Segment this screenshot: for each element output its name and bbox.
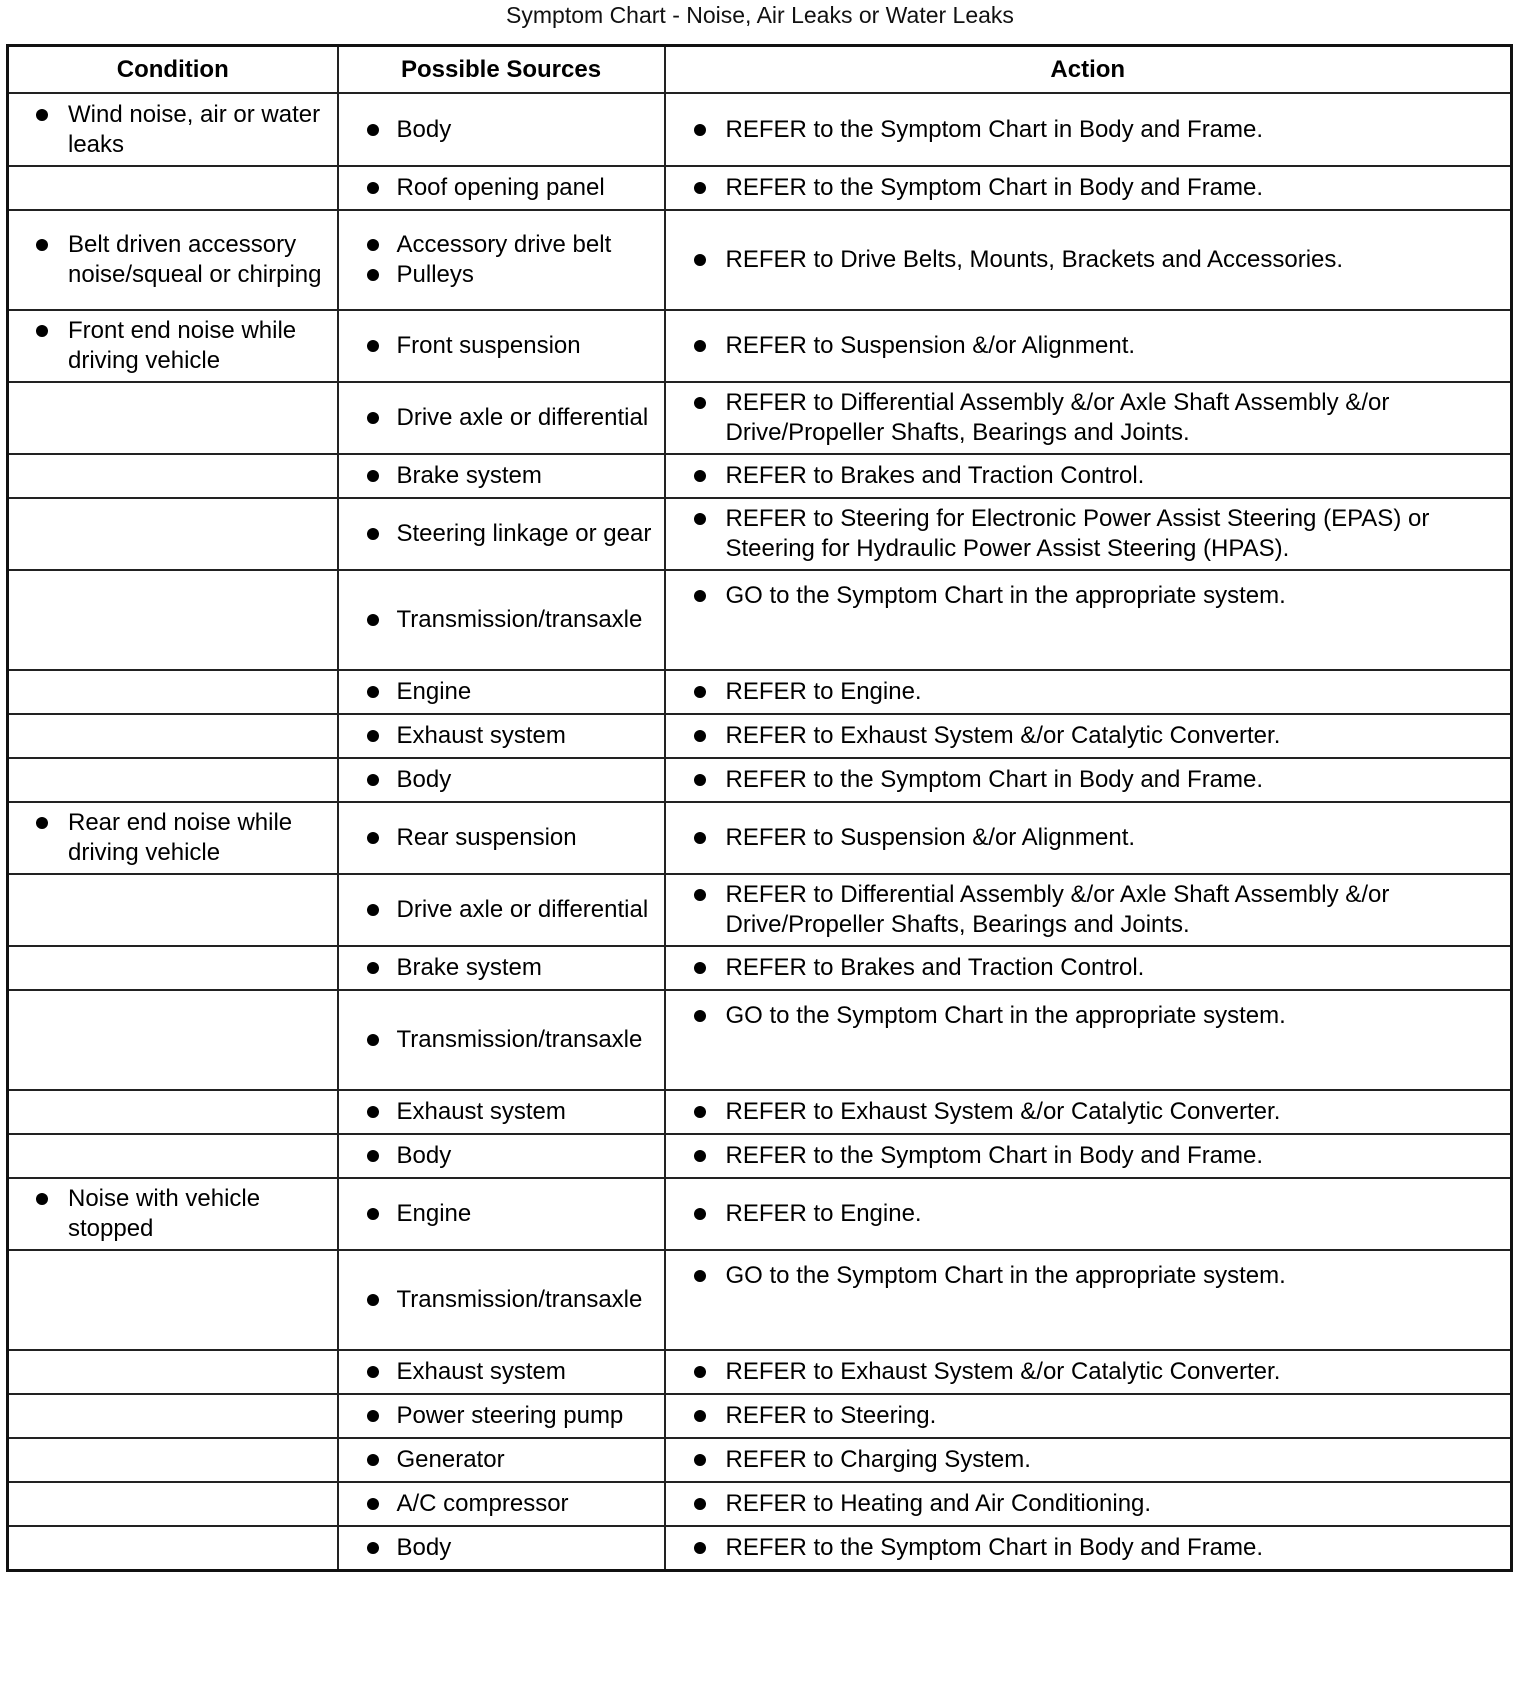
action-cell <box>665 210 1512 310</box>
bullet-icon <box>694 397 706 409</box>
table-row <box>8 1482 1512 1526</box>
table-row <box>8 946 1512 990</box>
source-text: Transmission/transaxle <box>396 1286 643 1313</box>
bullet-icon <box>367 614 379 626</box>
source-text: Body <box>396 766 452 793</box>
action-cell <box>665 570 1512 670</box>
table-row <box>8 1250 1512 1350</box>
bullet-icon <box>36 817 48 829</box>
action-cell <box>665 1090 1512 1134</box>
action-cell <box>665 1526 1512 1570</box>
action-text: REFER to Exhaust System &/or Catalytic Converter. <box>725 1098 1281 1125</box>
condition-cell <box>8 1394 338 1438</box>
table-row <box>8 1438 1512 1482</box>
action-cell <box>665 1438 1512 1482</box>
bullet-icon <box>367 470 379 482</box>
bullet-icon <box>367 1208 379 1220</box>
source-text: Exhaust system <box>396 1098 566 1125</box>
condition-cell <box>8 1350 338 1394</box>
condition-cell <box>8 310 338 382</box>
action-text: REFER to Engine. <box>725 1200 922 1227</box>
action-cell <box>665 1134 1512 1178</box>
action-text: REFER to Brakes and Traction Control. <box>725 954 1145 981</box>
bullet-icon <box>367 962 379 974</box>
table-row <box>8 1090 1512 1134</box>
bullet-icon <box>367 686 379 698</box>
page-title: Symptom Chart - Noise, Air Leaks or Water Leaks <box>506 2 1014 28</box>
bullet-icon <box>694 1366 706 1378</box>
source-text: Exhaust system <box>396 722 566 749</box>
condition-cell <box>8 570 338 670</box>
action-text: REFER to Differential Assembly &/or Axle Shaft Assembly &/or Drive/Propeller Shafts, Bearings and Joints. <box>725 881 1390 938</box>
symptom-chart-table <box>6 44 1513 1572</box>
bullet-icon <box>367 269 379 281</box>
table-row <box>8 802 1512 874</box>
bullet-icon <box>36 239 48 251</box>
action-cell <box>665 382 1512 454</box>
action-cell <box>665 498 1512 570</box>
source-text: Steering linkage or gear <box>396 520 652 547</box>
condition-text: Wind noise, air or water leaks <box>68 100 321 158</box>
action-text: REFER to Exhaust System &/or Catalytic Converter. <box>725 1358 1281 1385</box>
action-text: REFER to Brakes and Traction Control. <box>725 462 1145 489</box>
action-cell <box>665 310 1512 382</box>
table-row <box>8 670 1512 714</box>
table-row <box>8 93 1512 166</box>
bullet-icon <box>694 774 706 786</box>
possible-sources-cell <box>338 382 665 454</box>
table-row <box>8 1526 1512 1570</box>
header-action: Action <box>665 46 1512 94</box>
condition-cell <box>8 1178 338 1250</box>
bullet-icon <box>367 1150 379 1162</box>
action-text: REFER to the Symptom Chart in Body and Frame. <box>725 766 1264 793</box>
condition-text: Belt driven accessory noise/squeal or chirping <box>68 231 322 288</box>
source-text: Transmission/transaxle <box>396 606 643 633</box>
bullet-icon <box>367 1454 379 1466</box>
bullet-icon <box>694 1208 706 1220</box>
source-text: Engine <box>396 1200 472 1227</box>
bullet-icon <box>694 1454 706 1466</box>
table-row <box>8 454 1512 498</box>
condition-cell <box>8 990 338 1090</box>
action-cell <box>665 93 1512 166</box>
possible-sources-cell <box>338 166 665 210</box>
table-row <box>8 382 1512 454</box>
action-text: GO to the Symptom Chart in the appropriate system. <box>725 1002 1286 1029</box>
action-cell <box>665 166 1512 210</box>
condition-cell <box>8 1482 338 1526</box>
action-text: REFER to Suspension &/or Alignment. <box>725 332 1136 359</box>
action-text: REFER to Drive Belts, Mounts, Brackets and Accessories. <box>725 246 1344 273</box>
condition-text: Front end noise while driving vehicle <box>68 317 297 374</box>
bullet-icon <box>694 1270 706 1282</box>
bullet-icon <box>36 109 48 121</box>
bullet-icon <box>367 730 379 742</box>
action-text: REFER to Exhaust System &/or Catalytic Converter. <box>725 722 1281 749</box>
bullet-icon <box>367 1034 379 1046</box>
header-condition: Condition <box>8 46 338 94</box>
bullet-icon <box>367 774 379 786</box>
possible-sources-cell <box>338 1178 665 1250</box>
action-cell <box>665 1350 1512 1394</box>
possible-sources-cell <box>338 714 665 758</box>
bullet-icon <box>367 1106 379 1118</box>
source-text: Rear suspension <box>396 824 577 851</box>
possible-sources-cell <box>338 1090 665 1134</box>
bullet-icon <box>694 832 706 844</box>
action-text: GO to the Symptom Chart in the appropriate system. <box>725 582 1286 609</box>
action-text: REFER to the Symptom Chart in Body and Frame. <box>725 174 1264 201</box>
bullet-icon <box>367 904 379 916</box>
action-text: REFER to Differential Assembly &/or Axle Shaft Assembly &/or Drive/Propeller Shafts, Bearings and Joints. <box>725 389 1390 446</box>
bullet-icon <box>694 590 706 602</box>
bullet-icon <box>36 1193 48 1205</box>
source-text: Body <box>396 115 452 143</box>
table-row <box>8 990 1512 1090</box>
condition-text: Rear end noise while driving vehicle <box>68 809 293 866</box>
bullet-icon <box>694 1498 706 1510</box>
condition-cell <box>8 874 338 946</box>
possible-sources-cell <box>338 874 665 946</box>
source-text: Exhaust system <box>396 1358 566 1385</box>
condition-cell <box>8 93 338 166</box>
possible-sources-cell <box>338 1250 665 1350</box>
table-row <box>8 758 1512 802</box>
action-cell <box>665 1250 1512 1350</box>
source-text: Engine <box>396 678 472 705</box>
bullet-icon <box>367 832 379 844</box>
action-text: REFER to the Symptom Chart in Body and Frame. <box>725 1142 1264 1169</box>
bullet-icon <box>694 1010 706 1022</box>
source-text: Brake system <box>396 954 542 981</box>
source-text: Pulleys <box>396 261 474 288</box>
possible-sources-cell <box>338 310 665 382</box>
table-row <box>8 874 1512 946</box>
possible-sources-cell <box>338 1394 665 1438</box>
action-text: REFER to Steering for Electronic Power Assist Steering (EPAS) or Steering for Hydraulic Power Assist Steering (HPAS). <box>725 505 1430 562</box>
action-cell <box>665 946 1512 990</box>
source-text: Accessory drive belt <box>396 231 612 258</box>
bullet-icon <box>694 730 706 742</box>
condition-cell <box>8 1526 338 1570</box>
source-text: A/C compressor <box>396 1490 569 1517</box>
possible-sources-cell <box>338 670 665 714</box>
table-row <box>8 714 1512 758</box>
action-cell <box>665 1482 1512 1526</box>
condition-cell <box>8 210 338 310</box>
source-text: Power steering pump <box>396 1402 624 1429</box>
condition-cell <box>8 1250 338 1350</box>
table-row <box>8 166 1512 210</box>
possible-sources-cell <box>338 570 665 670</box>
header-row <box>8 46 1512 94</box>
source-text: Body <box>396 1142 452 1169</box>
condition-text: Noise with vehicle stopped <box>68 1185 261 1242</box>
condition-cell <box>8 454 338 498</box>
bullet-icon <box>367 1542 379 1554</box>
action-cell <box>665 454 1512 498</box>
action-text: REFER to Engine. <box>725 678 922 705</box>
bullet-icon <box>367 1410 379 1422</box>
possible-sources-cell <box>338 946 665 990</box>
condition-cell <box>8 946 338 990</box>
table-body <box>8 93 1512 1570</box>
bullet-icon <box>694 254 706 266</box>
condition-cell <box>8 382 338 454</box>
possible-sources-cell <box>338 498 665 570</box>
table-row <box>8 210 1512 310</box>
source-text: Drive axle or differential <box>396 896 649 923</box>
source-text: Generator <box>396 1446 505 1473</box>
bullet-icon <box>367 1294 379 1306</box>
source-text: Front suspension <box>396 332 581 359</box>
source-text: Body <box>396 1533 452 1561</box>
possible-sources-cell <box>338 1526 665 1570</box>
bullet-icon <box>694 686 706 698</box>
table-row <box>8 310 1512 382</box>
bullet-icon <box>367 1498 379 1510</box>
action-text: REFER to Heating and Air Conditioning. <box>725 1490 1152 1517</box>
bullet-icon <box>367 182 379 194</box>
condition-cell <box>8 670 338 714</box>
action-cell <box>665 1178 1512 1250</box>
table-row <box>8 1350 1512 1394</box>
condition-cell <box>8 802 338 874</box>
action-cell <box>665 714 1512 758</box>
action-cell <box>665 758 1512 802</box>
condition-cell <box>8 758 338 802</box>
possible-sources-cell <box>338 93 665 166</box>
header-possible-sources: Possible Sources <box>338 46 665 94</box>
condition-cell <box>8 498 338 570</box>
condition-cell <box>8 714 338 758</box>
bullet-icon <box>367 124 379 136</box>
action-text: REFER to the Symptom Chart in Body and Frame. <box>725 1533 1264 1561</box>
bullet-icon <box>694 1410 706 1422</box>
source-text: Roof opening panel <box>396 174 605 201</box>
action-cell <box>665 990 1512 1090</box>
bullet-icon <box>367 412 379 424</box>
possible-sources-cell <box>338 1438 665 1482</box>
condition-cell <box>8 166 338 210</box>
bullet-icon <box>694 124 706 136</box>
possible-sources-cell <box>338 454 665 498</box>
source-text: Brake system <box>396 462 542 489</box>
possible-sources-cell <box>338 1134 665 1178</box>
bullet-icon <box>694 1150 706 1162</box>
action-cell <box>665 670 1512 714</box>
possible-sources-cell <box>338 1482 665 1526</box>
action-text: REFER to Charging System. <box>725 1446 1031 1473</box>
action-text: REFER to Suspension &/or Alignment. <box>725 824 1136 851</box>
table-row <box>8 1178 1512 1250</box>
bullet-icon <box>694 340 706 352</box>
bullet-icon <box>367 528 379 540</box>
bullet-icon <box>694 1106 706 1118</box>
action-text: REFER to Steering. <box>725 1402 937 1429</box>
condition-cell <box>8 1134 338 1178</box>
action-text: REFER to the Symptom Chart in Body and Frame. <box>725 115 1264 143</box>
possible-sources-cell <box>338 1350 665 1394</box>
possible-sources-cell <box>338 210 665 310</box>
possible-sources-cell <box>338 758 665 802</box>
bullet-icon <box>367 1366 379 1378</box>
action-cell <box>665 874 1512 946</box>
table-row <box>8 570 1512 670</box>
table-row <box>8 1394 1512 1438</box>
bullet-icon <box>694 889 706 901</box>
condition-cell <box>8 1438 338 1482</box>
table-row <box>8 498 1512 570</box>
action-text: GO to the Symptom Chart in the appropriate system. <box>725 1262 1286 1289</box>
bullet-icon <box>367 239 379 251</box>
source-text: Transmission/transaxle <box>396 1026 643 1053</box>
table-row <box>8 1134 1512 1178</box>
possible-sources-cell <box>338 990 665 1090</box>
bullet-icon <box>694 1542 706 1554</box>
action-cell <box>665 802 1512 874</box>
condition-cell <box>8 1090 338 1134</box>
source-text: Drive axle or differential <box>396 404 649 431</box>
bullet-icon <box>367 340 379 352</box>
action-cell <box>665 1394 1512 1438</box>
bullet-icon <box>694 470 706 482</box>
bullet-icon <box>36 325 48 337</box>
bullet-icon <box>694 182 706 194</box>
bullet-icon <box>694 513 706 525</box>
possible-sources-cell <box>338 802 665 874</box>
bullet-icon <box>694 962 706 974</box>
